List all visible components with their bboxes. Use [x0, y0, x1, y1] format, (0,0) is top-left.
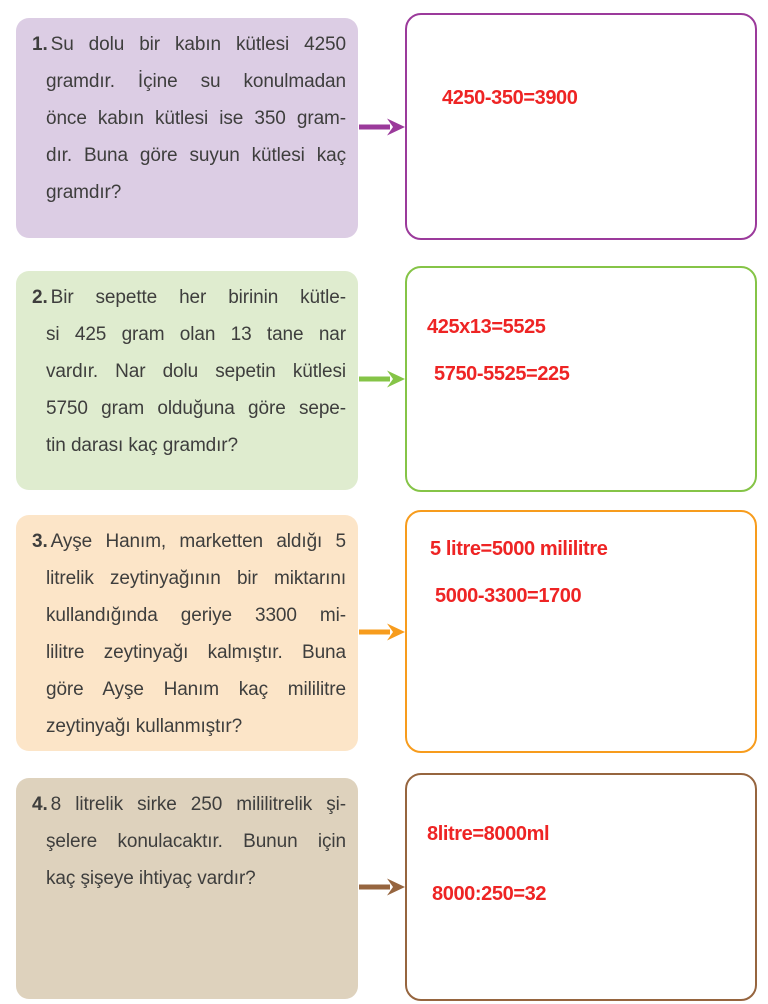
question-box-3: [16, 515, 358, 751]
question-box-4: [16, 778, 358, 999]
question-line: göre Ayşe Hanım kaç mililitre: [46, 679, 346, 700]
answer-line: 4250-350=3900: [442, 87, 578, 109]
right-arrow-icon: [359, 623, 405, 641]
answer-line: 8litre=8000ml: [427, 823, 550, 845]
question-line: vardır. Nar dolu sepetin kütlesi: [46, 361, 346, 382]
problem-row-2: [16, 266, 757, 492]
answer-box-2: [405, 266, 757, 492]
arrow-cell: [358, 13, 405, 240]
question-line: 5750 gram olduğuna göre sepe-: [46, 398, 346, 419]
problem-row-4: [16, 773, 757, 1001]
answer-box-4: [405, 773, 757, 1001]
right-arrow-icon: [359, 370, 405, 388]
question-number: 3.: [32, 531, 48, 552]
question-line: tin darası kaç gramdır?: [46, 435, 239, 456]
question-line: [32, 523, 346, 560]
question-line: kullandığında geriye 3300 mi-: [46, 605, 346, 626]
question-line: zeytinyağı kullanmıştır?: [46, 716, 243, 737]
arrow-cell: [358, 266, 405, 492]
problem-row-3: [16, 510, 757, 736]
answer-box-3: [405, 510, 757, 753]
question-text: Ayşe Hanım, marketten aldığı 5: [50, 531, 346, 552]
question-number: 2.: [32, 287, 48, 308]
question-text: Su dolu bir kabın kütlesi 4250: [50, 34, 346, 55]
question-line: kaç şişeye ihtiyaç vardır?: [46, 868, 256, 889]
question-line: şelere konulacaktır. Bunun için: [46, 831, 346, 852]
question-line: gramdır?: [46, 182, 122, 203]
answer-line: 8000:250=32: [432, 883, 547, 905]
answer-line: 425x13=5525: [427, 316, 546, 338]
question-line: lilitre zeytinyağı kalmıştır. Buna: [46, 642, 346, 663]
answer-box-1: [405, 13, 757, 240]
right-arrow-icon: [359, 118, 405, 136]
question-number: 4.: [32, 794, 48, 815]
question-line: önce kabın kütlesi ise 350 gram-: [46, 108, 346, 129]
question-line: [32, 279, 346, 316]
answer-line: 5750-5525=225: [434, 363, 570, 385]
problem-row-1: [16, 13, 757, 240]
question-line: dır. Buna göre suyun kütlesi kaç: [46, 145, 346, 166]
question-box-2: [16, 271, 358, 490]
right-arrow-icon: [359, 878, 405, 896]
question-number: 1.: [32, 34, 48, 55]
question-text: 8 litrelik sirke 250 mililitrelik şi-: [50, 794, 346, 815]
question-text: Bir sepette her birinin kütle-: [50, 287, 346, 308]
question-line: si 425 gram olan 13 tane nar: [46, 324, 346, 345]
arrow-cell: [358, 510, 405, 753]
question-line: litrelik zeytinyağının bir miktarını: [46, 568, 346, 589]
arrow-cell: [358, 773, 405, 1001]
question-line: [32, 26, 346, 63]
question-line: gramdır. İçine su konulmadan: [46, 71, 346, 92]
answer-line: 5 litre=5000 mililitre: [430, 538, 608, 560]
answer-line: 5000-3300=1700: [435, 585, 582, 607]
question-box-1: [16, 18, 358, 238]
question-line: [32, 786, 346, 823]
